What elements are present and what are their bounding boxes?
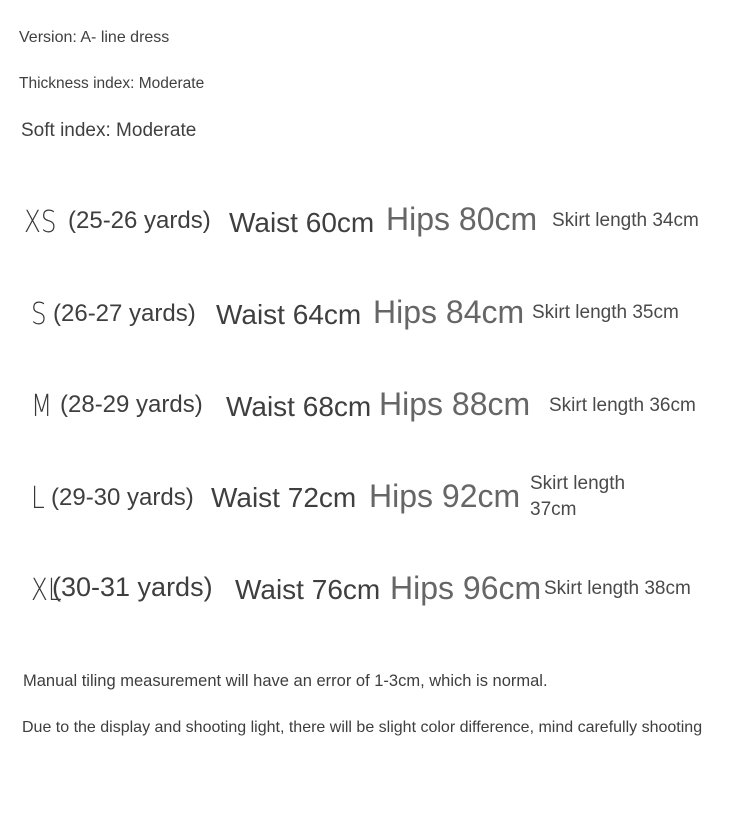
- yards-l: (29-30 yards): [51, 484, 194, 511]
- hips-xs: Hips 80cm: [386, 201, 538, 237]
- skirt-length-s: Skirt length 35cm: [532, 302, 679, 323]
- version-text: Version: A- line dress: [19, 29, 170, 46]
- yards-xl: (30-31 yards): [52, 572, 213, 602]
- skirt-length-l-line1: Skirt length: [530, 473, 626, 494]
- size-label-xs: XS: [24, 205, 57, 240]
- skirt-length-xs: Skirt length 34cm: [552, 210, 699, 231]
- waist-xl: Waist 76cm: [235, 574, 381, 605]
- yards-s: (26-27 yards): [53, 300, 196, 327]
- skirt-length-xl: Skirt length 38cm: [544, 578, 691, 599]
- measurement-error-note: Manual tiling measurement will have an error of 1-3cm, which is normal.: [23, 672, 548, 690]
- color-difference-note: Due to the display and shooting light, there will be slight color difference, mind carefully shooting: [22, 719, 703, 736]
- yards-xs: (25-26 yards): [68, 207, 211, 234]
- size-label-s: S: [31, 297, 47, 332]
- skirt-length-m: Skirt length 36cm: [549, 395, 696, 416]
- waist-s: Waist 64cm: [216, 299, 362, 330]
- hips-xl: Hips 96cm: [390, 570, 542, 606]
- soft-index-text: Soft index: Moderate: [21, 120, 197, 141]
- size-label-l: L: [31, 481, 45, 516]
- size-label-xl: XL: [31, 573, 62, 608]
- waist-xs: Waist 60cm: [229, 207, 375, 238]
- hips-l: Hips 92cm: [369, 478, 521, 514]
- thickness-index-text: Thickness index: Moderate: [19, 75, 205, 92]
- hips-s: Hips 84cm: [373, 294, 525, 330]
- yards-m: (28-29 yards): [60, 391, 203, 418]
- waist-m: Waist 68cm: [226, 391, 372, 422]
- waist-l: Waist 72cm: [211, 482, 357, 513]
- size-label-m: M: [31, 389, 53, 424]
- hips-m: Hips 88cm: [379, 386, 531, 422]
- skirt-length-l-line2: 37cm: [530, 499, 577, 520]
